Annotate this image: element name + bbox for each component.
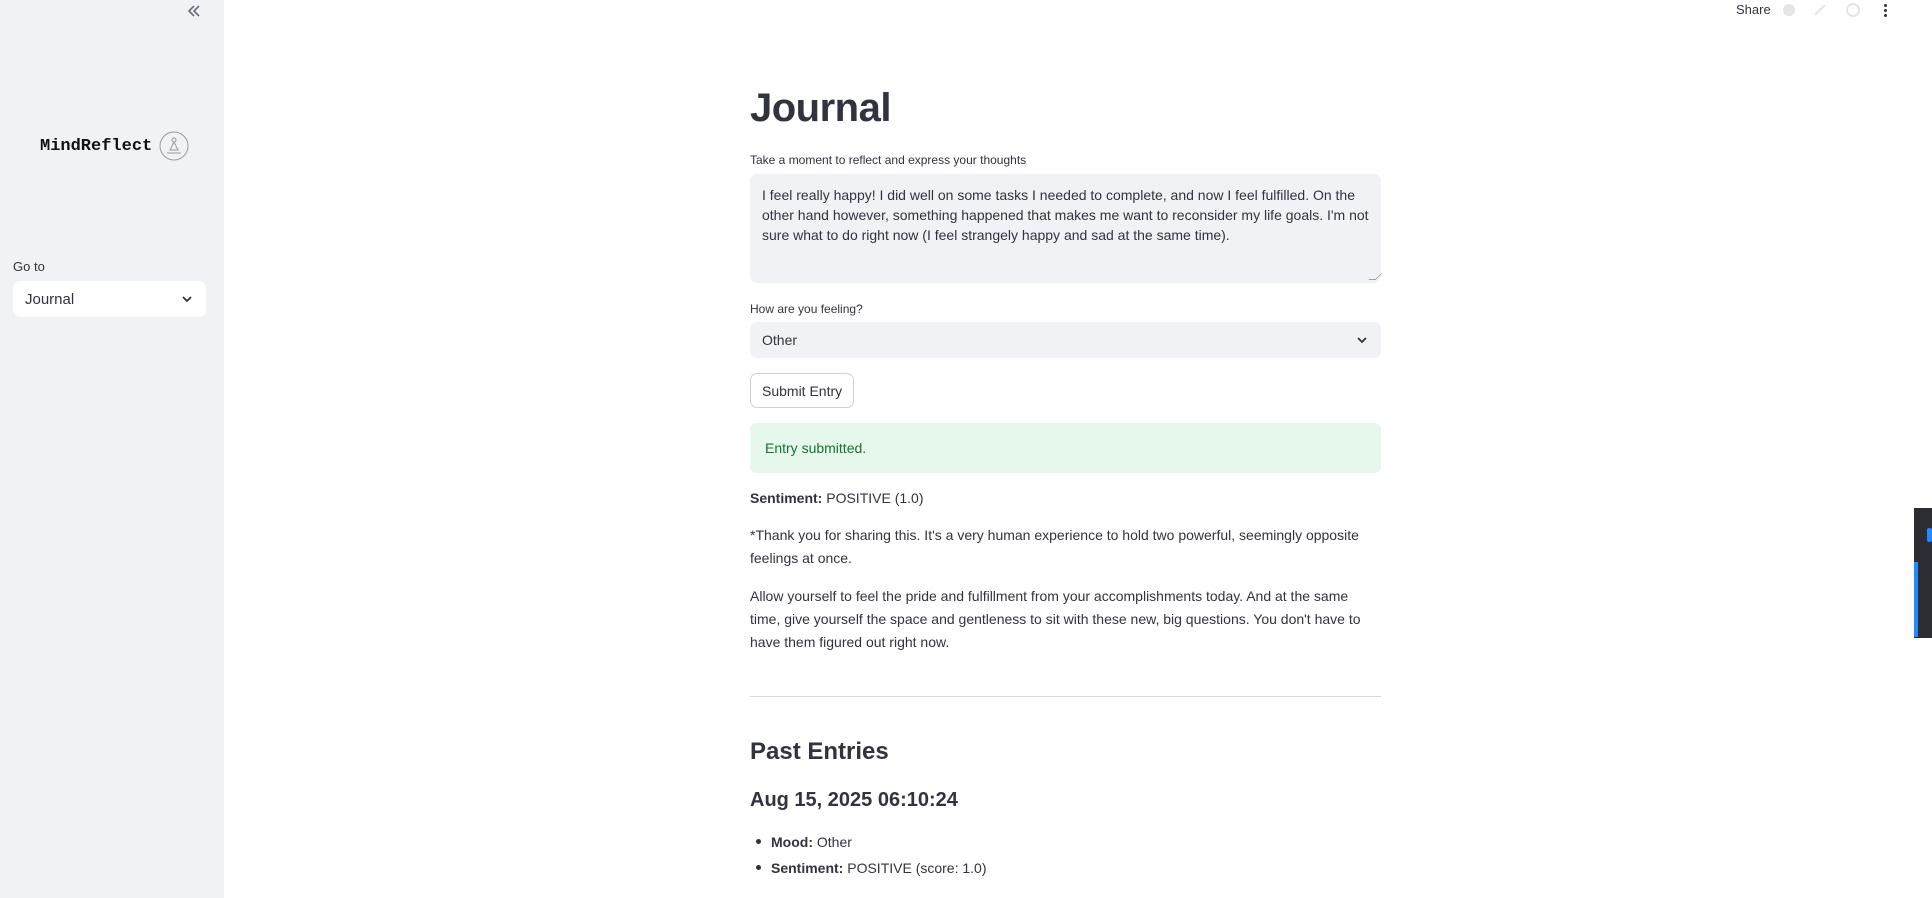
scrollbar-thumb[interactable] [1914, 562, 1918, 637]
collapse-sidebar-button[interactable] [182, 0, 206, 22]
sentiment-result [750, 490, 923, 506]
response-paragraph: Allow yourself to feel the pride and fulfillment from your accomplishments today. And at the same time, give yourself the space and gentleness to sit with these new, big questions. You don't have to have them figured out right now. [750, 588, 1361, 650]
page-title: Journal [750, 86, 891, 130]
brand-name: MindReflect [40, 136, 153, 156]
mood-selected-value: Other [762, 332, 798, 348]
entry-mood-value: Other [816, 834, 852, 850]
entry-details-list [750, 832, 987, 884]
entry-sentiment-value: POSITIVE (score: 1.0) [847, 860, 987, 876]
response-paragraph: *Thank you for sharing this. It's a very human experience to hold two powerful, seemingly opposite feelings at once. [750, 527, 1359, 566]
page-nav-selected-value: Journal [25, 290, 75, 308]
sidebar [0, 0, 224, 898]
double-chevron-left-icon [186, 4, 202, 18]
list-item [750, 832, 987, 858]
journal-textarea-label: Take a moment to reflect and express your thoughts [750, 153, 1027, 167]
entry-mood-label: Mood: [771, 834, 813, 850]
github-icon[interactable] [1844, 2, 1862, 18]
journal-textarea[interactable] [750, 174, 1381, 283]
past-entries-title: Past Entries [750, 738, 889, 765]
mood-select-label: How are you feeling? [750, 302, 863, 316]
chevron-down-icon [180, 292, 194, 306]
list-item [750, 858, 987, 884]
success-alert [750, 423, 1381, 473]
chevron-down-icon [1355, 333, 1369, 347]
sentiment-label: Sentiment: [750, 490, 823, 506]
scrollbar-indicator [1927, 528, 1932, 542]
share-button[interactable]: Share [1736, 2, 1771, 17]
sentiment-value: POSITIVE (1.0) [826, 490, 924, 506]
vertical-dots-icon[interactable] [1878, 0, 1892, 20]
header-toolbar [1780, 2, 1862, 18]
entry-date: Aug 15, 2025 06:10:24 [750, 789, 958, 811]
goto-label: Go to [13, 259, 45, 274]
mood-select[interactable] [750, 322, 1381, 358]
meditation-figure-icon [158, 130, 190, 162]
success-message: Entry submitted. [765, 440, 867, 456]
brand [40, 130, 190, 162]
edit-icon[interactable] [1812, 2, 1830, 18]
submit-entry-button[interactable]: Submit Entry [750, 373, 854, 408]
star-icon[interactable] [1780, 2, 1798, 18]
page-nav-select[interactable] [13, 281, 206, 317]
divider [750, 696, 1381, 697]
entry-sentiment-label: Sentiment: [771, 860, 844, 876]
